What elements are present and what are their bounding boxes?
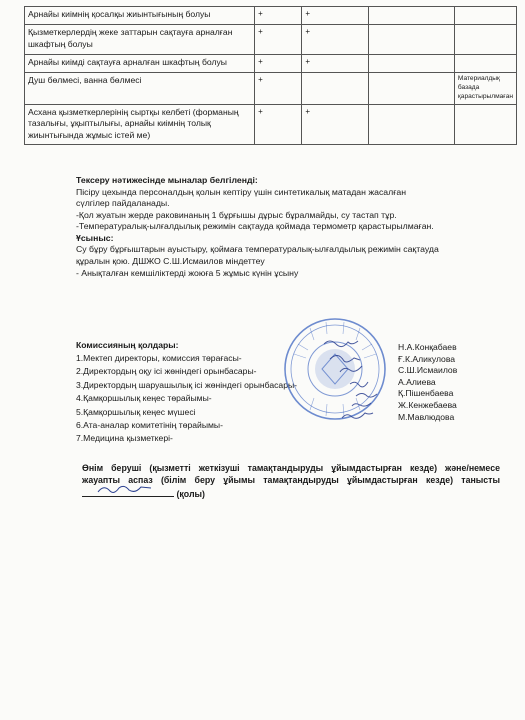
table-row bbox=[25, 7, 517, 25]
commission-role: 7.Медицина қызметкері- bbox=[76, 433, 173, 444]
signature-line bbox=[82, 487, 174, 497]
requirement-cell: Арнайы киімнің қосалқы жиынтығының болуы bbox=[25, 7, 255, 25]
official-stamp-icon bbox=[280, 314, 390, 424]
note-cell bbox=[454, 104, 516, 144]
mark-cell: + bbox=[302, 104, 369, 144]
commission-member-name: Ғ.К.Аликулова bbox=[398, 353, 456, 364]
mark-cell bbox=[369, 7, 455, 25]
requirement-cell: Душ бөлмесі, ванна бөлмесі bbox=[25, 73, 255, 105]
note-cell bbox=[454, 7, 516, 25]
proposal-heading: Ұсыныс: bbox=[76, 232, 114, 243]
commission-role: 3.Директордың шаруашылық ісі жөніндегі орынбасары- bbox=[76, 379, 298, 390]
findings-line: -Температуралық-ылғалдылық режимін сақтауда қоймада термометр қарастырылмаған. bbox=[76, 221, 434, 232]
signature-label: (қолы) bbox=[176, 488, 205, 499]
commission-member-name: Ж.Кенжебаева bbox=[398, 399, 457, 410]
commission-heading: Комиссияның қолдары: bbox=[76, 340, 179, 350]
mark-cell: + bbox=[255, 55, 302, 73]
commission-member-name: М.Мавлюдова bbox=[398, 411, 455, 422]
table-row bbox=[25, 73, 517, 105]
commission-role: 2.Директордың оқу ісі жөніндегі орынбасары- bbox=[76, 366, 257, 377]
mark-cell bbox=[369, 104, 455, 144]
findings-line: Пісіру цехында персоналдың қолын кептіру үшін синтетикалық матадан жасалған bbox=[76, 186, 407, 197]
findings-heading: Тексеру нәтижесінде мыналар белгіленді: bbox=[76, 175, 258, 185]
proposal-line: - Анықталған кемшіліктерді жоюға 5 жұмыс күнін ұсыну bbox=[76, 267, 299, 278]
commission-names bbox=[398, 342, 457, 423]
table-row bbox=[25, 104, 517, 144]
signature-icon bbox=[96, 483, 156, 495]
mark-cell: + bbox=[302, 55, 369, 73]
note-cell: Материалдық базада қарастырылмаған bbox=[454, 73, 516, 105]
commission-section bbox=[76, 340, 297, 446]
commission-role: 5.Қамқоршылық кеңес мүшесі bbox=[76, 406, 196, 417]
commission-role: 4.Қамқоршылық кеңес төрайымы- bbox=[76, 393, 212, 404]
note-cell bbox=[454, 55, 516, 73]
table-row bbox=[25, 55, 517, 73]
requirement-cell: Арнайы киімді сақтауға арналған шкафтың болуы bbox=[25, 55, 255, 73]
mark-cell: + bbox=[255, 25, 302, 55]
mark-cell: + bbox=[255, 104, 302, 144]
proposal-line: құралын қою. ДШЖО С.Ш.Исмаилов міндеттеу bbox=[76, 255, 265, 266]
commission-member-name: С.Ш.Исмаилов bbox=[398, 365, 458, 376]
commission-role: 1.Мектеп директоры, комиссия төрағасы- bbox=[76, 353, 242, 363]
mark-cell: + bbox=[255, 7, 302, 25]
acknowledgement-footer bbox=[82, 462, 500, 500]
mark-cell: + bbox=[255, 73, 302, 105]
mark-cell: + bbox=[302, 25, 369, 55]
commission-member-name: Н.А.Конқабаев bbox=[398, 342, 457, 352]
commission-role: 6.Ата-аналар комитетінің төрайымы- bbox=[76, 420, 223, 431]
requirement-cell: Қызметкерлердің жеке заттарын сақтауға арналған шкафтың болуы bbox=[25, 25, 255, 55]
acknowledgement-text: Өнім беруші (қызметті жеткізуші тамақтандыруды ұйымдастырған кезде) және/немесе жауапты аспаз (білім беру ұйымы тамақтандыруды ұйымдастырған кезде) танысты bbox=[82, 463, 500, 486]
table-row bbox=[25, 25, 517, 55]
findings-line: -Қол жуатын жерде раковинаның 1 бұрғышы дұрыс бұралмайды, су тастап тұр. bbox=[76, 209, 397, 220]
proposal-line: Су бұру бұрғыштарын ауыстыру, қоймаға температуралық-ылғалдылық режимін сақтауда bbox=[76, 244, 439, 255]
requirement-cell: Асхана қызметкерлерінің сыртқы келбеті (форманың тазалығы, ұқыптылығы, арнайы киімнің толық жиынтығында жұмыс істей ме) bbox=[25, 104, 255, 144]
mark-cell: + bbox=[302, 7, 369, 25]
mark-cell bbox=[369, 73, 455, 105]
findings-line: сүлгілер пайдаланады. bbox=[76, 198, 170, 209]
mark-cell bbox=[369, 25, 455, 55]
mark-cell bbox=[369, 55, 455, 73]
findings-section bbox=[76, 175, 506, 279]
note-cell bbox=[454, 25, 516, 55]
commission-member-name: А.Алиева bbox=[398, 376, 436, 387]
inspection-table bbox=[24, 6, 517, 145]
mark-cell bbox=[302, 73, 369, 105]
commission-member-name: Қ.Пішенбаева bbox=[398, 388, 454, 399]
